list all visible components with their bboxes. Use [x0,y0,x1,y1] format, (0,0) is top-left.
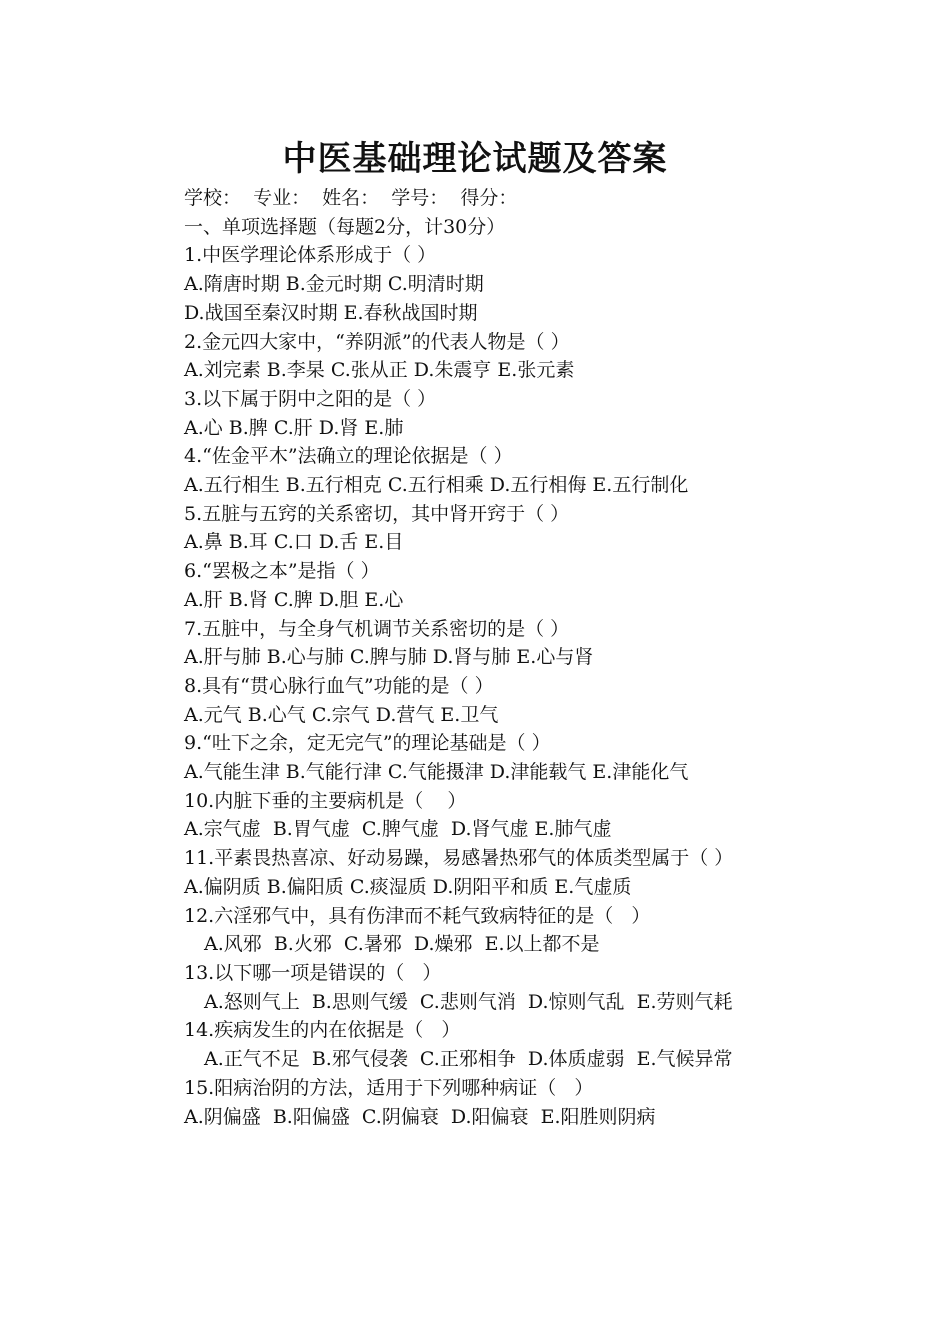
question-options: A.阴偏盛 B.阳偏盛 C.阴偏衰 D.阳偏衰 E.阳胜则阴病 [184,1105,656,1128]
question-options: A.五行相生 B.五行相克 C.五行相乘 D.五行相侮 E.五行制化 [184,474,689,497]
question-options: A.怒则气上 B.思则气缓 C.悲则气消 D.惊则气乱 E.劳则气耗 [204,990,733,1013]
question-stem: 11.平素畏热喜凉、好动易躁，易感暑热邪气的体质类型属于（ ） [184,847,734,870]
question-stem: 2.金元四大家中，“养阴派”的代表人物是（ ） [184,330,570,353]
question-stem: 5.五脏与五窍的关系密切，其中肾开窍于（ ） [184,502,570,525]
question-stem: 10.内脏下垂的主要病机是（ ） [184,789,467,812]
question-options: A.元气 B.心气 C.宗气 D.营气 E.卫气 [184,703,499,726]
document-title: 中医基础理论试题及答案 [282,139,668,179]
question-options: A.宗气虚 B.胃气虚 C.脾气虚 D.肾气虚 E.肺气虚 [184,818,612,841]
section-title: 一、单项选择题（每题2分，计30分） [184,215,506,238]
question-stem: 8.具有“贯心脉行血气”功能的是（ ） [184,674,494,697]
document-body [146,184,796,1131]
question-options: A.风邪 B.火邪 C.暑邪 D.燥邪 E.以上都不是 [204,933,600,956]
question-stem: 1.中医学理论体系形成于（ ） [184,244,437,267]
question-options: A.正气不足 B.邪气侵袭 C.正邪相争 D.体质虚弱 E.气候异常 [204,1048,733,1071]
question-options: A.肝 B.肾 C.脾 D.胆 E.心 [184,588,404,611]
question-options: A.气能生津 B.气能行津 C.气能摄津 D.津能载气 E.津能化气 [184,761,689,784]
question-stem: 7.五脏中，与全身气机调节关系密切的是（ ） [184,617,570,640]
question-options: A.肝与肺 B.心与肺 C.脾与肺 D.肾与肺 E.心与肾 [184,646,594,669]
question-options: A.隋唐时期 B.金元时期 C.明清时期 [184,273,484,296]
student-info-line: 学校： 专业： 姓名： 学号： 得分： [184,187,518,209]
question-options: A.刘完素 B.李杲 C.张从正 D.朱震亨 E.张元素 [184,359,575,382]
question-options: A.偏阴质 B.偏阳质 C.痰湿质 D.阴阳平和质 E.气虚质 [184,875,632,898]
question-stem: 12.六淫邪气中，具有伤津而不耗气致病特征的是（ ） [184,904,651,927]
question-stem: 15.阳病治阴的方法，适用于下列哪种病证（ ） [184,1076,594,1099]
question-stem: 9.“吐下之余，定无完气”的理论基础是（ ） [184,732,551,755]
question-stem: 13.以下哪一项是错误的（ ） [184,961,442,984]
question-options: A.心 B.脾 C.肝 D.肾 E.肺 [184,416,404,439]
question-stem: 3.以下属于阴中之阳的是（ ） [184,387,437,410]
question-stem: 14.疾病发生的内在依据是（ ） [184,1019,461,1042]
question-stem: 4.“佐金平木”法确立的理论依据是（ ） [184,445,513,468]
question-options: A.鼻 B.耳 C.口 D.舌 E.目 [184,531,404,554]
question-options: D.战国至秦汉时期 E.春秋战国时期 [184,301,478,324]
question-stem: 6.“罢极之本”是指（ ） [184,560,380,583]
